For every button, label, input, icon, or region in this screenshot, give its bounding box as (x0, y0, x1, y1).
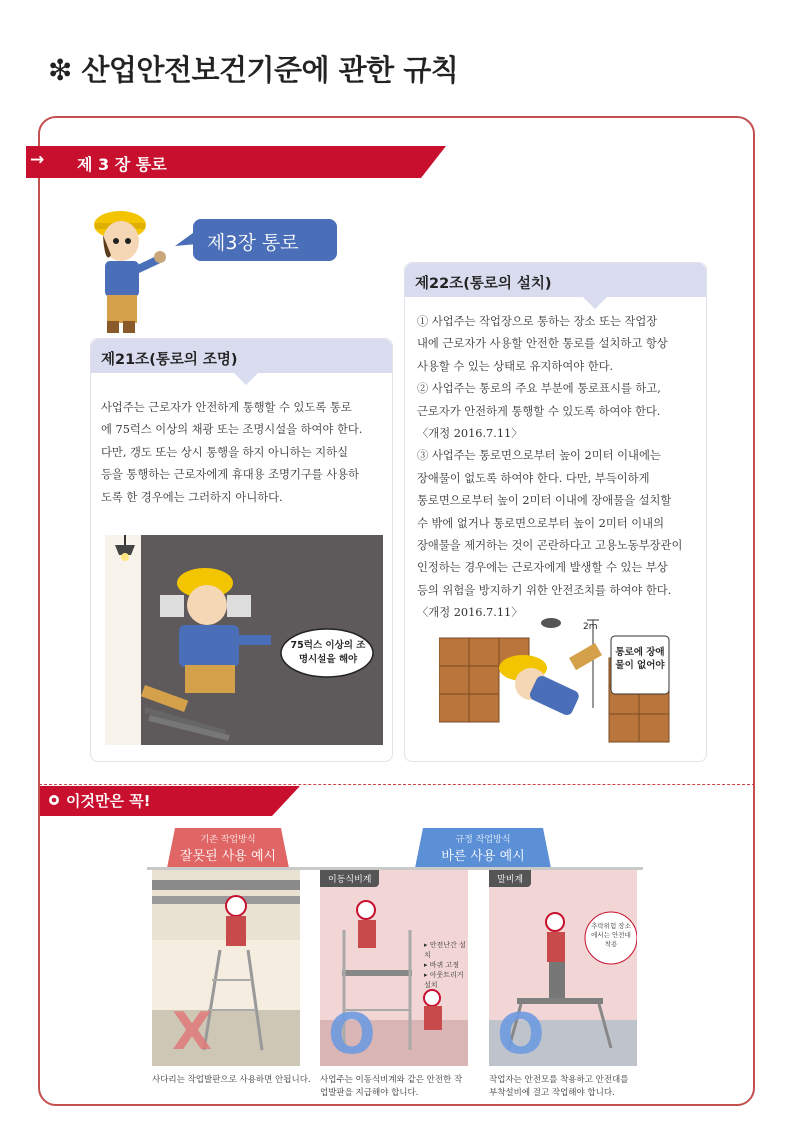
article22-line: 인정하는 경우에는 근로자에게 발생할 수 있는 부상 (417, 561, 668, 575)
article22-line: 통로면으로부터 높이 2미터 이내에 장애물을 설치할 (417, 494, 672, 508)
chapter-label: 제 3 장 통로 (77, 155, 167, 174)
article21-card (90, 338, 393, 762)
article21-line: 에 75럭스 이상의 채광 또는 조명시설을 하여야 한다. (101, 423, 363, 437)
right-tag-label: 바른 사용 예시 (441, 849, 525, 864)
arrow-icon: → (30, 150, 45, 170)
caption-mobile: 사업주는 이동식비계와 같은 안전한 작업발판을 지급해야 합니다. (320, 1075, 463, 1098)
article21-title: 제21조(통로의 조명) (91, 339, 392, 373)
wrong-tag-label: 잘못된 사용 예시 (179, 849, 277, 864)
article21-line: 등을 통행하는 근로자에게 휴대용 조명기구를 사용하 (101, 468, 360, 482)
wrong-mark: X (172, 1002, 213, 1062)
article21-text (101, 397, 391, 509)
mobile-scaffold-scene (320, 870, 468, 1066)
horse-scaffold-label: 말비계 (489, 870, 531, 887)
right-tag (415, 828, 551, 868)
article22-line: 장애물을 제거하는 것이 곤란하다고 고용노동부장관이 (417, 539, 683, 553)
chapter-bubble: 제3장 통로 (193, 219, 337, 261)
mobile-note: ▸ 아웃트리거 설치 (424, 971, 464, 989)
article22-notch (583, 297, 607, 309)
article22-line: 장애물이 없도록 하여야 한다. 다만, 부득이하게 (417, 471, 650, 485)
mobile-scaffold-label: 이동식비계 (320, 870, 379, 887)
article22-speech: 통로에 장애물이 없어야 (615, 647, 665, 671)
worker-illustration (85, 195, 180, 340)
height-label: 2m (583, 622, 598, 632)
article21-line: 사업주는 근로자가 안전하게 통행할 수 있도록 통로 (101, 401, 352, 414)
caption-wrong: 사다리는 작업발판으로 사용하면 안됩니다. (152, 1075, 311, 1085)
examples-section (147, 825, 643, 1100)
article22-text (417, 311, 707, 625)
article22-line: 사용할 수 있는 상태로 유지하여야 한다. (417, 359, 614, 373)
article22-title: 제22조(통로의 설치) (405, 263, 706, 297)
right-mark: O (497, 1002, 545, 1066)
mobile-note: ▸ 안전난간 설치 (424, 941, 466, 959)
caption-horse: 작업자는 안전모를 착용하고 안전대를 부착설비에 걸고 작업해야 합니다. (489, 1075, 629, 1098)
mobile-notes (424, 940, 468, 990)
horse-scaffold-scene (489, 870, 637, 1066)
mobile-note: ▸ 바퀴 고정 (424, 961, 460, 969)
article22-line: 〈개정 2016.7.11〉 (417, 606, 523, 620)
article21-line: 도록 한 경우에는 그러하지 아니하다. (101, 490, 283, 504)
article21-notch (234, 373, 258, 385)
section-divider (39, 784, 755, 785)
article21-illustration (105, 535, 383, 745)
wrong-tag-small: 기존 작업방식 (200, 835, 256, 845)
article22-line: 근로자가 안전하게 통행할 수 있도록 하여야 한다. (417, 404, 661, 418)
ladder-scene (152, 870, 300, 1066)
article22-line: 내에 근로자가 사용할 안전한 통로를 설치하고 항상 (417, 337, 668, 351)
page-title: ❇ 산업안전보건기준에 관한 규칙 (48, 53, 459, 87)
must-label: 이것만은 꼭! (66, 792, 151, 810)
article22-line: ① 사업주는 작업장으로 통하는 장소 또는 작업장 (417, 315, 658, 328)
article22-line: 〈개정 2016.7.11〉 (417, 427, 523, 441)
horse-note: 추락위험 장소에서는 안전대 착용 (591, 922, 631, 948)
right-mark: O (328, 1002, 376, 1066)
article22-line: ② 사업주는 통로의 주요 부분에 통로표시를 하고, (417, 382, 661, 396)
article22-line: 등의 위험을 방지하기 위한 안전조치를 하여야 한다. (417, 583, 672, 597)
article21-speech: 75럭스 이상의 조명시설을 해야 (290, 640, 366, 665)
right-tag-small: 규정 작업방식 (455, 835, 511, 845)
article22-card (404, 262, 707, 762)
article22-line: ③ 사업주는 통로면으로부터 높이 2미터 이내에는 (417, 449, 661, 463)
article22-line: 수 밖에 없거나 통로면으로부터 높이 2미터 이내의 (417, 516, 664, 530)
article21-line: 다만, 갱도 또는 상시 통행을 하지 아니하는 지하실 (101, 445, 348, 459)
wrong-tag (167, 828, 289, 868)
article22-illustration (439, 618, 689, 748)
